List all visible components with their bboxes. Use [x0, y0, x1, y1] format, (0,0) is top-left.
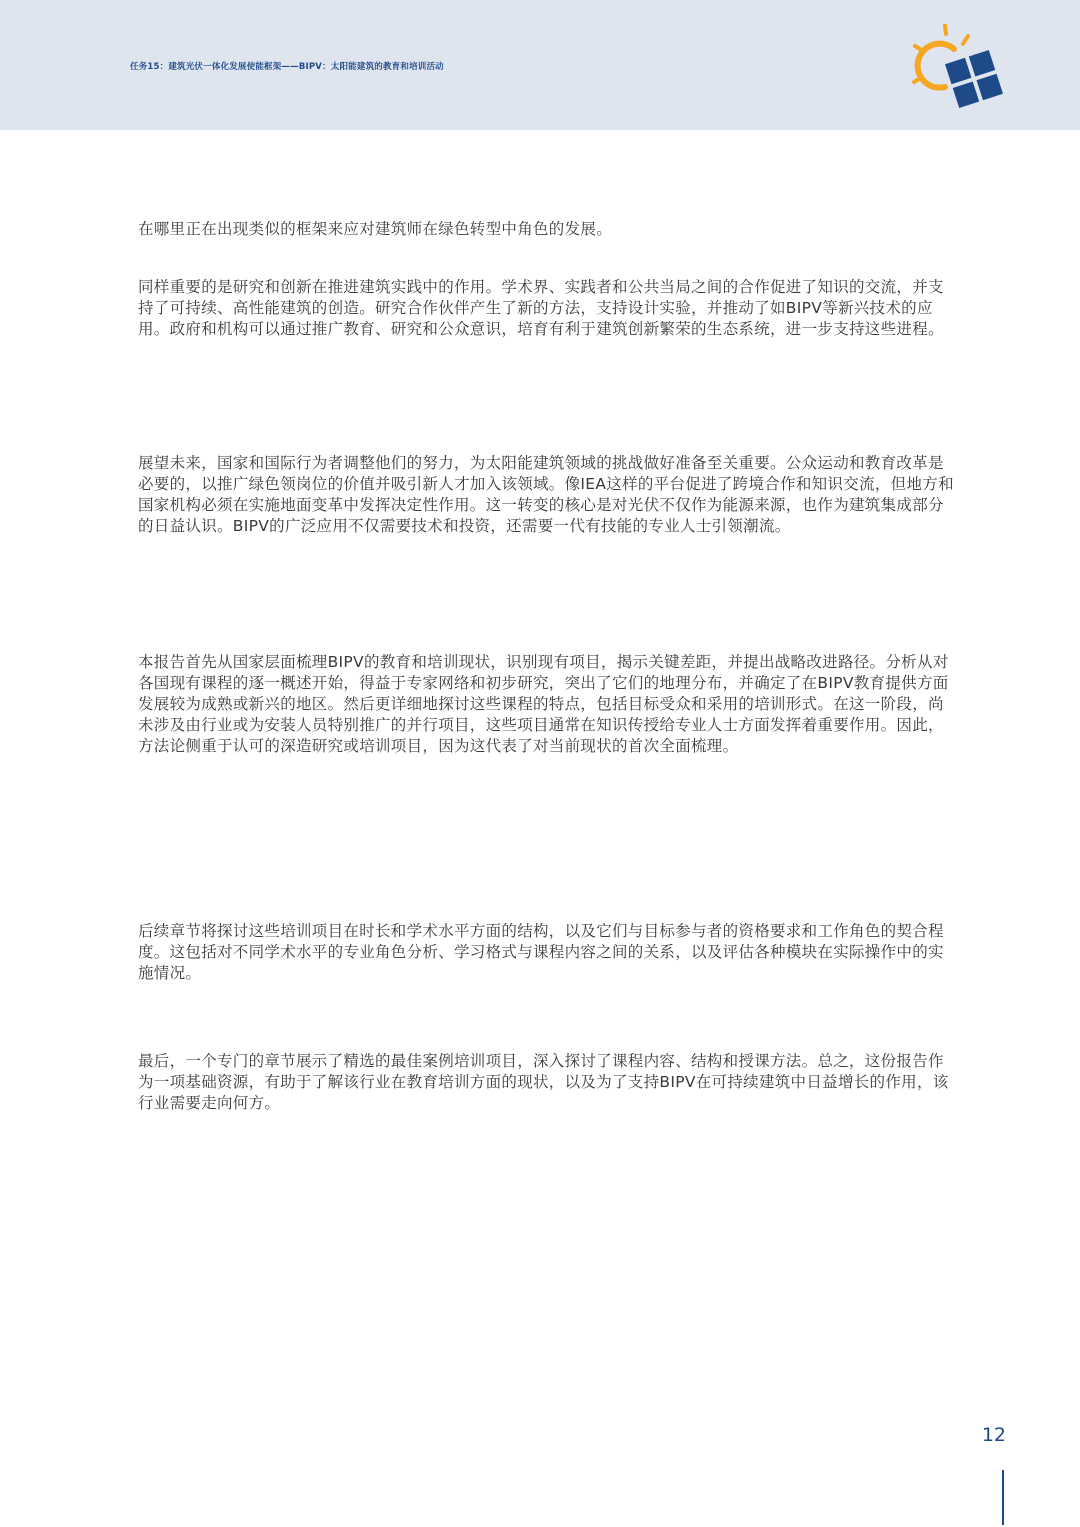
body-paragraph: 同样重要的是研究和创新在推进建筑实践中的作用。学术界、实践者和公共当局之间的合作促进了知识的交流，并支持了可持续、高性能建筑的创造。研究合作伙伴产生了新的方法，支持设计实验，并推动了如BIPV等新兴技术的应用。政府和机构可以通过推广教育、研究和公众意识，培育有利于建筑创新繁荣的生态系统，进一步支持这些进程。: [138, 278, 944, 338]
body-paragraph: 最后，一个专门的章节展示了精选的最佳案例培训项目，深入探讨了课程内容、结构和授课方法。总之，这份报告作为一项基础资源，有助于了解该行业在教育培训方面的现状，以及为了支持BIPV在可持续建筑中日益增长的作用，该行业需要走向何方。: [138, 1052, 949, 1112]
header-title: 任务15：建筑光伏一体化发展使能框架——BIPV：太阳能建筑的教育和培训活动: [130, 62, 444, 72]
body-paragraph: 在哪里正在出现类似的框架来应对建筑师在绿色转型中角色的发展。: [138, 220, 613, 238]
body-paragraph: 本报告首先从国家层面梳理BIPV的教育和培训现状，识别现有项目，揭示关键差距，并提出战略改进路径。分析从对各国现有课程的逐一概述开始，得益于专家网络和初步研究，突出了它们的地理分布，并确定了在BIPV教育提供方面发展较为成熟或新兴的地区。然后更详细地探讨这些课程的特点，包括目标受众和采用的培训形式。在这一阶段，尚未涉及由行业或为安装人员特别推广的并行项目，这些项目通常在知识传授给专业人士方面发挥着重要作用。因此，方法论侧重于认可的深造研究或培训项目，因为这代表了对当前现状的首次全面梳理。: [138, 653, 949, 755]
body-paragraph: 后续章节将探讨这些培训项目在时长和学术水平方面的结构，以及它们与目标参与者的资格要求和工作角色的契合程度。这包括对不同学术水平的专业角色分析、学习格式与课程内容之间的关系，以及评估各种模块在实际操作中的实施情况。: [138, 922, 944, 982]
body-paragraph: 展望未来，国家和国际行为者调整他们的努力，为太阳能建筑领域的挑战做好准备至关重要。公众运动和教育改革是必要的，以推广绿色领岗位的价值并吸引新人才加入该领域。像IEA这样的平台促进了跨境合作和知识交流，但地方和国家机构必须在实施地面变革中发挥决定性作用。这一转变的核心是对光伏不仅作为能源来源，也作为建筑集成部分的日益认识。BIPV的广泛应用不仅需要技术和投资，还需要一代有技能的专业人士引领潮流。: [138, 454, 954, 535]
sun-solar-panel-icon: [908, 24, 1004, 112]
footer-rule: [1002, 1470, 1004, 1525]
page-header: [0, 0, 1080, 130]
page-number: 12: [981, 1424, 1006, 1446]
